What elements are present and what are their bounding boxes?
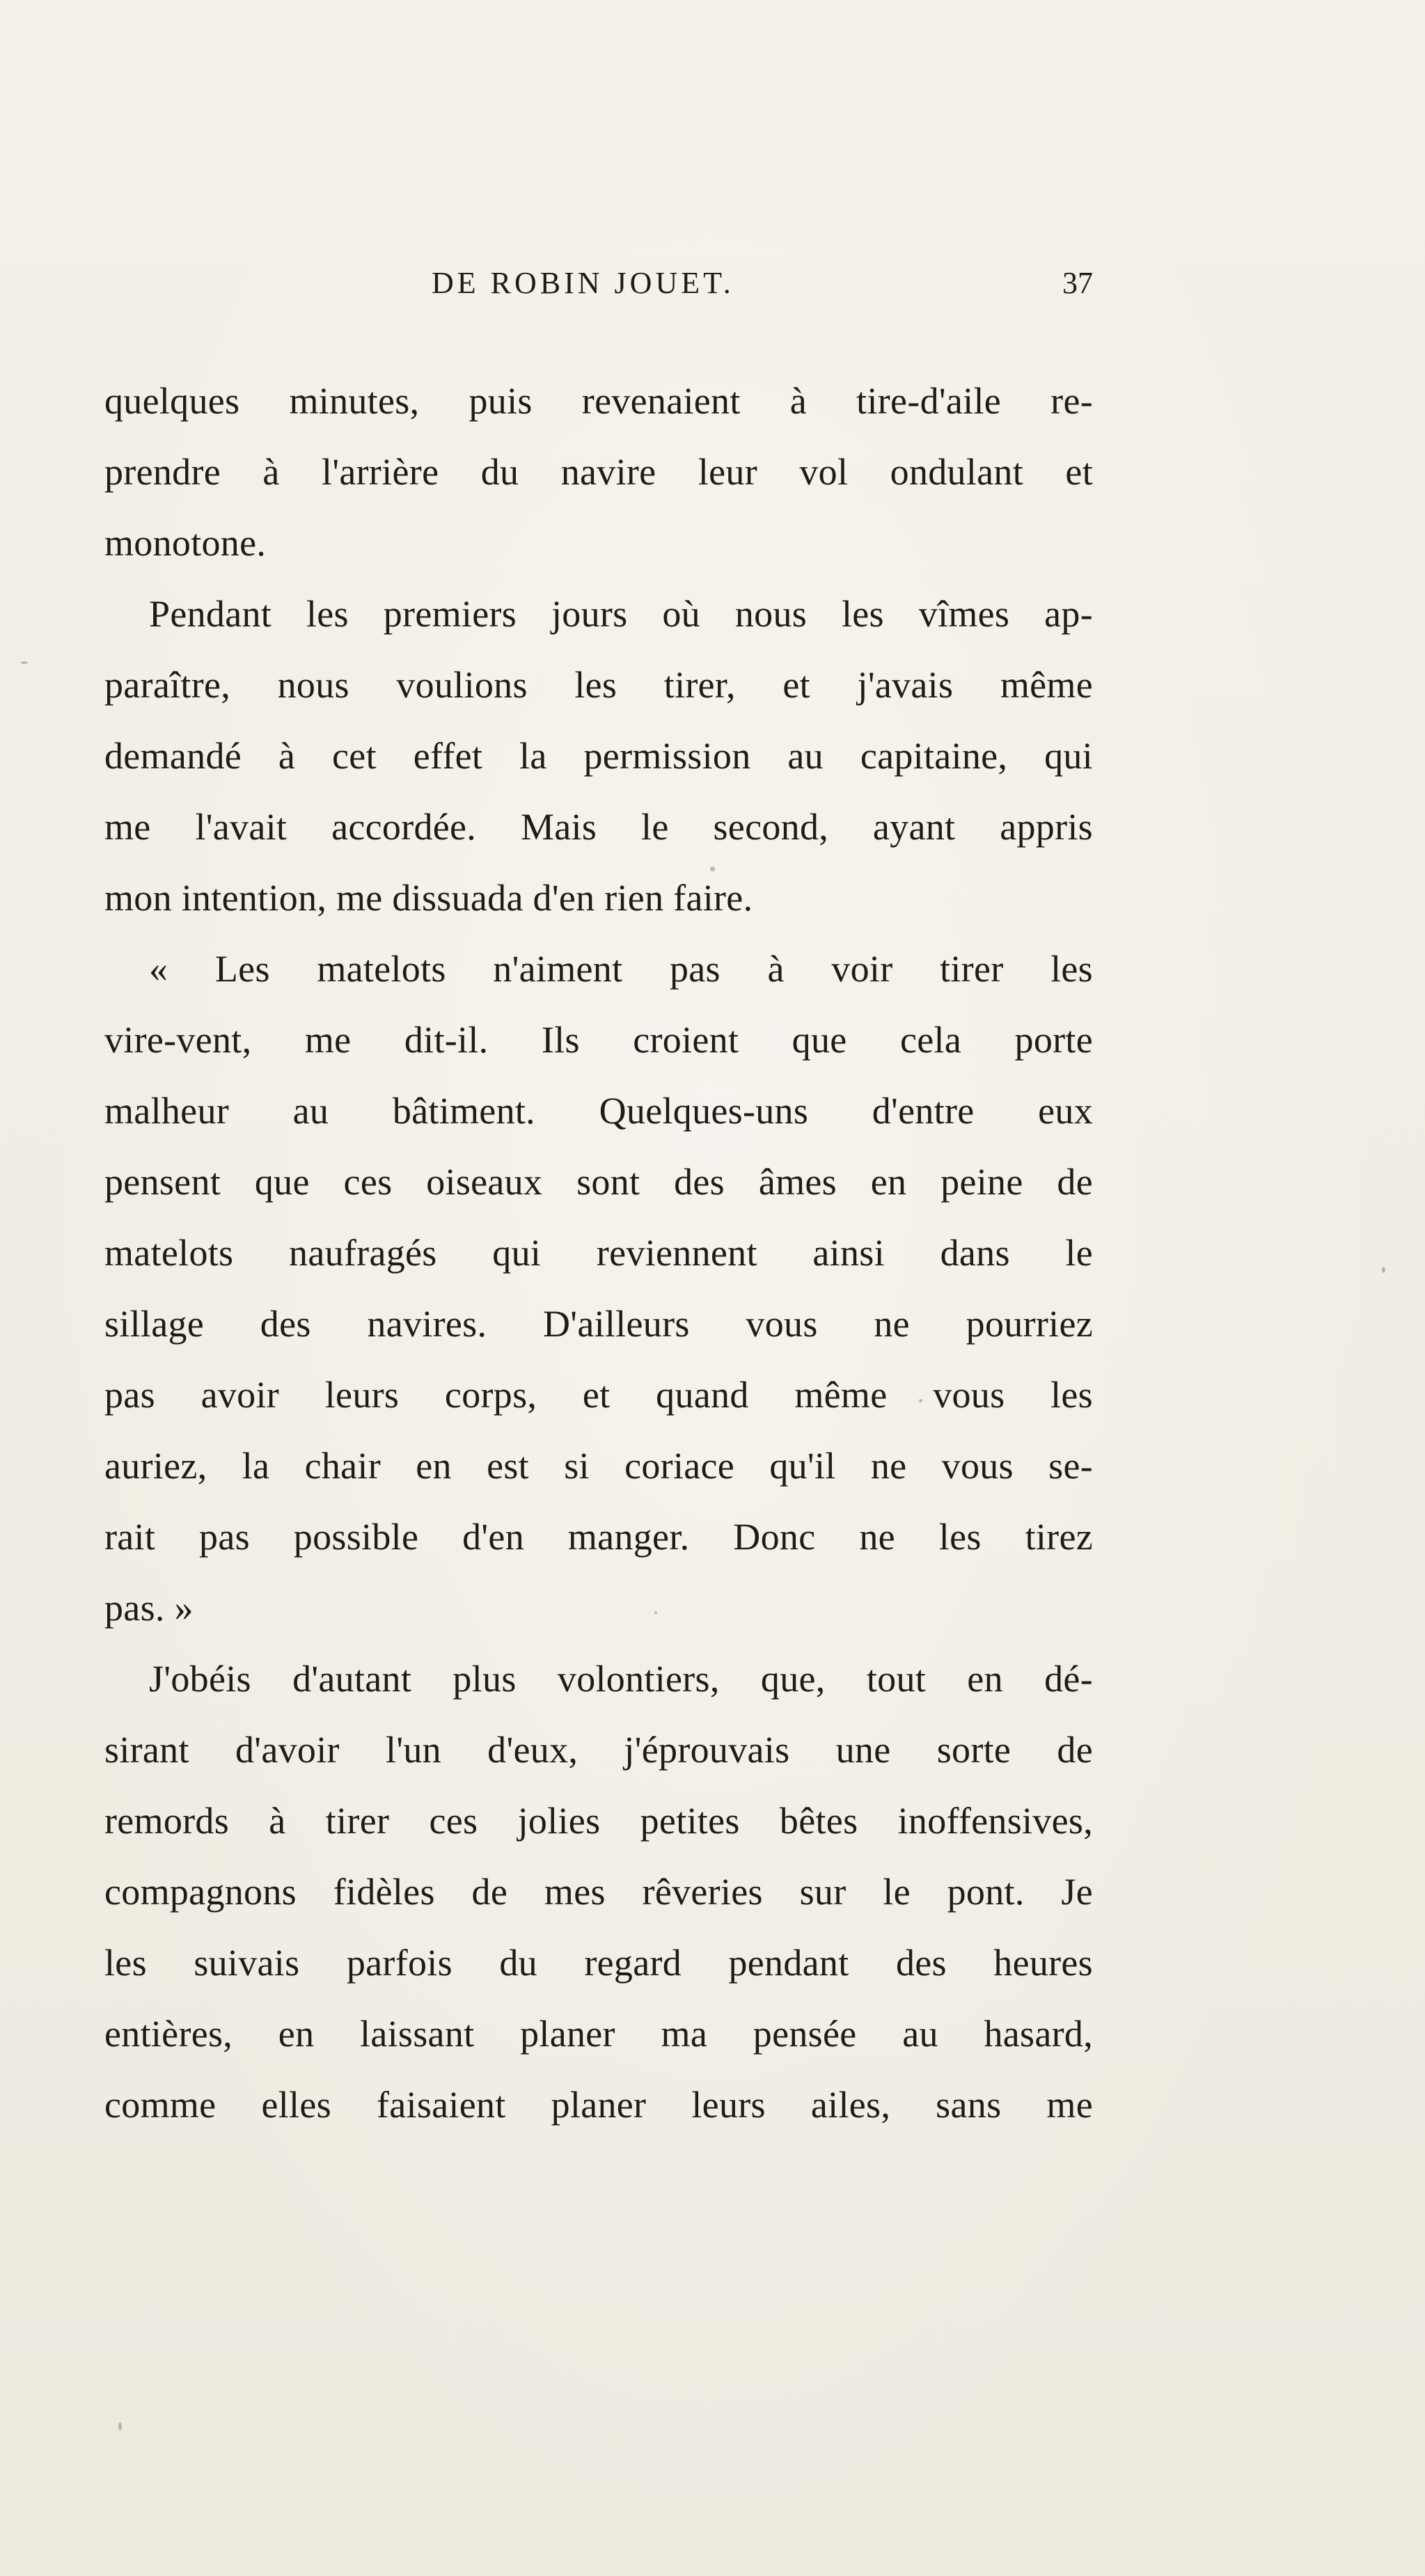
text-line: auriez, la chair en est si coriace qu'il ne vous se- [104, 1445, 1093, 1487]
text-line: entières, en laissant planer ma pensée au hasard, [104, 2013, 1093, 2055]
paper-speck [654, 1611, 657, 1614]
text-line: malheur au bâtiment. Quelques-uns d'entre eux [104, 1090, 1093, 1132]
text-line: « Les matelots n'aiment pas à voir tirer les [149, 948, 1093, 990]
text-line: pas. » [104, 1587, 194, 1629]
text-line: compagnons fidèles de mes rêveries sur le pont. Je [104, 1871, 1093, 1913]
text-line: paraître, nous voulions les tirer, et j'avais même [104, 664, 1093, 706]
text-line: sillage des navires. D'ailleurs vous ne pourriez [104, 1303, 1093, 1345]
text-line: monotone. [104, 522, 267, 564]
text-line: Pendant les premiers jours où nous les vîmes ap- [149, 593, 1093, 635]
text-line: pensent que ces oiseaux sont des âmes en peine de [104, 1161, 1093, 1203]
text-line: quelques minutes, puis revenaient à tire-d'aile re- [104, 380, 1093, 422]
paper-speck [118, 2422, 122, 2431]
text-line: prendre à l'arrière du navire leur vol ondulant et [104, 451, 1093, 493]
paper-speck [21, 661, 28, 664]
body-text [104, 365, 1093, 2140]
text-line: remords à tirer ces jolies petites bêtes inoffensives, [104, 1800, 1093, 1842]
text-line: matelots naufragés qui reviennent ainsi dans le [104, 1232, 1093, 1274]
text-line: vire-vent, me dit-il. Ils croient que cela porte [104, 1019, 1093, 1061]
text-line: sirant d'avoir l'un d'eux, j'éprouvais une sorte de [104, 1729, 1093, 1771]
text-line: rait pas possible d'en manger. Donc ne les tirez [104, 1516, 1093, 1558]
text-line: demandé à cet effet la permission au capitaine, qui [104, 735, 1093, 777]
text-line: pas avoir leurs corps, et quand même vous les [104, 1374, 1093, 1416]
page-number: 37 [1062, 266, 1093, 300]
text-line: J'obéis d'autant plus volontiers, que, tout en dé- [149, 1658, 1093, 1700]
paper-speck [710, 867, 715, 871]
page-header [104, 259, 1093, 308]
text-line: mon intention, me dissuada d'en rien faire. [104, 877, 753, 919]
text-line: me l'avait accordée. Mais le second, ayant appris [104, 806, 1093, 848]
text-line: les suivais parfois du regard pendant des heures [104, 1942, 1093, 1984]
text-line: comme elles faisaient planer leurs ailes, sans me [104, 2084, 1093, 2126]
paper-speck [1382, 1267, 1385, 1273]
running-head: DE ROBIN JOUET. [432, 266, 734, 300]
paper-speck [919, 1399, 922, 1402]
